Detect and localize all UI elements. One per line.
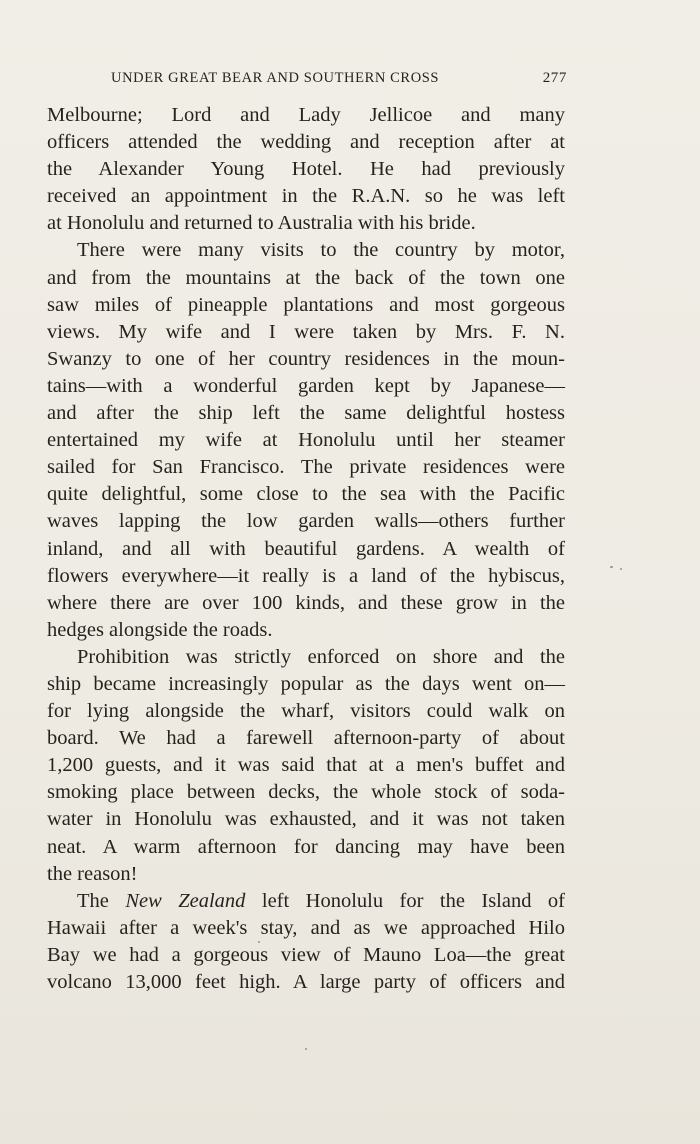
- text-line: smoking place between decks, the whole stock of soda-: [47, 781, 565, 804]
- paper-speck: [258, 941, 260, 943]
- text-line: Melbourne; Lord and Lady Jellicoe and many: [47, 104, 565, 126]
- paragraph-1: [47, 102, 565, 237]
- text-line: ship became increasingly popular as the days went on—: [47, 672, 565, 695]
- text-line: 1,200 guests, and it was said that at a men's buffet and: [47, 754, 565, 777]
- text-line: for lying alongside the wharf, visitors could walk on: [47, 700, 565, 723]
- text-line: officers attended the wedding and reception after at: [47, 131, 565, 154]
- running-head-title: UNDER GREAT BEAR AND SOUTHERN CROSS: [111, 70, 440, 86]
- text-line: views. My wife and I were taken by Mrs. F. N.: [47, 320, 565, 343]
- paper-speck: [305, 1048, 307, 1050]
- paragraph-3: [47, 644, 565, 888]
- text-line: quite delightful, some close to the sea with the Pacific: [47, 483, 565, 506]
- text-line: saw miles of pineapple plantations and most gorgeous: [47, 293, 565, 316]
- text-line: Bay we had a gorgeous view of Mauno Loa—the great: [47, 943, 565, 966]
- text-line: neat. A warm afternoon for dancing may have been: [47, 835, 565, 858]
- text-line: flowers everywhere—it really is a land of the hybiscus,: [47, 564, 565, 587]
- text-line: inland, and all with beautiful gardens. A wealth of: [47, 537, 565, 560]
- paper-speck: [620, 568, 622, 570]
- paragraph-2: [47, 237, 565, 643]
- body-text: [47, 102, 565, 996]
- text-line: and from the mountains at the back of the town one: [47, 266, 565, 289]
- text-line: volcano 13,000 feet high. A large party of officers and: [47, 971, 565, 993]
- page-number: 277: [542, 70, 567, 86]
- text-line: board. We had a farewell afternoon-party of about: [47, 727, 565, 750]
- text-line: tains—with a wonderful garden kept by Japanese—: [47, 374, 565, 397]
- text-line: at Honolulu and returned to Australia with his bride.: [47, 212, 476, 235]
- text-line-end: left Honolulu for the Island of: [261, 889, 565, 912]
- text-line: There were many visits to the country by motor,: [77, 239, 565, 262]
- paragraph-4: [47, 888, 565, 996]
- text-line: entertained my wife at Honolulu until her steamer: [47, 429, 565, 452]
- text-line: and after the ship left the same delightful hostess: [47, 402, 565, 425]
- text-line: Prohibition was strictly enforced on shore and the: [77, 645, 565, 668]
- text-line: the Alexander Young Hotel. He had previously: [47, 158, 565, 181]
- text-line-start: The: [77, 889, 126, 912]
- text-line: where there are over 100 kinds, and these grow in the: [47, 591, 565, 614]
- text-line: [47, 888, 565, 915]
- text-line: Swanzy to one of her country residences in the moun-: [47, 347, 565, 370]
- text-line: the reason!: [47, 862, 138, 885]
- ship-name: New Zealand: [125, 889, 246, 912]
- text-line: hedges alongside the roads.: [47, 618, 273, 641]
- text-line: waves lapping the low garden walls—others further: [47, 510, 565, 533]
- text-line: Hawaii after a week's stay, and as we approached Hilo: [47, 916, 565, 939]
- paper-speck: [610, 566, 613, 568]
- running-head: [47, 70, 567, 90]
- text-line: water in Honolulu was exhausted, and it was not taken: [47, 808, 565, 831]
- text-line: received an appointment in the R.A.N. so he was left: [47, 185, 565, 208]
- text-line: sailed for San Francisco. The private residences were: [47, 456, 565, 479]
